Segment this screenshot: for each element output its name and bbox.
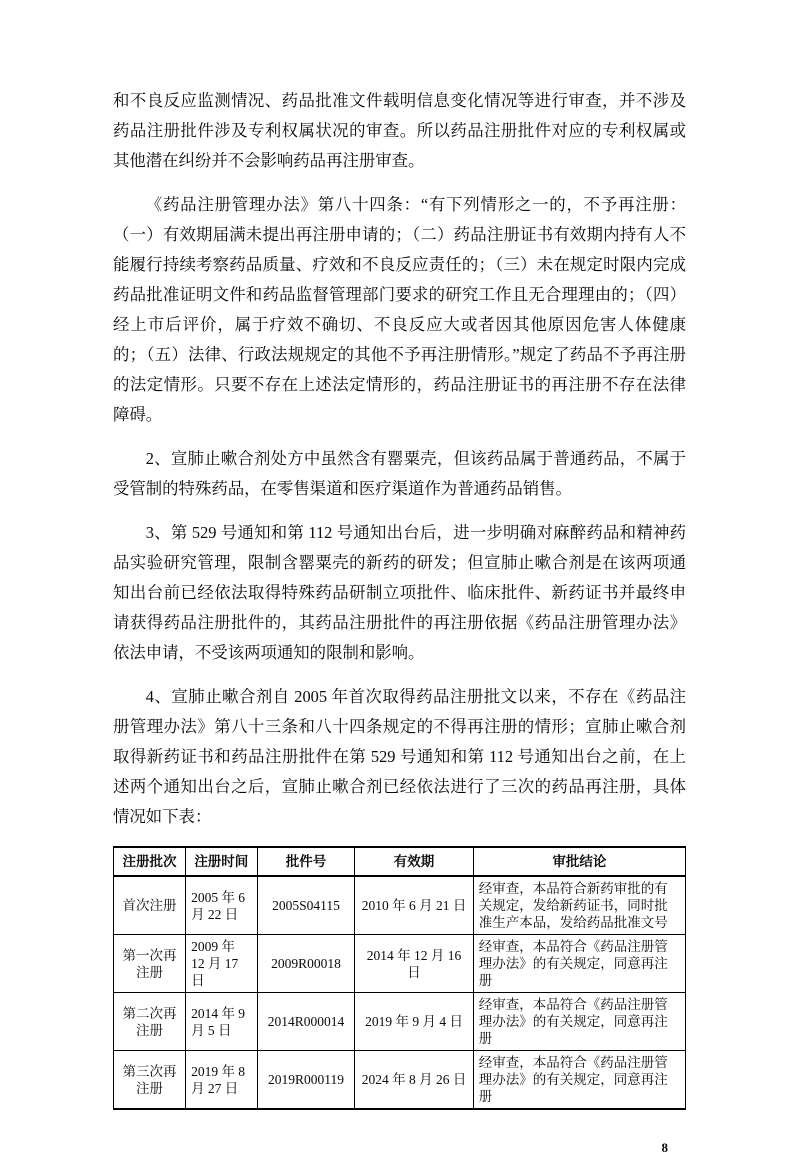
cell-conclusion: 经审查，本品符合《药品注册管理办法》的有关规定，同意再注册 (473, 935, 685, 993)
page-footer (113, 1140, 686, 1156)
page-number: 8 (661, 1140, 668, 1155)
cell-date: 2005 年 6 月 22 日 (186, 876, 258, 935)
cell-conclusion: 经审查，本品符合《药品注册管理办法》的有关规定，同意再注册 (473, 1051, 685, 1110)
cell-validity: 2024 年 8 月 26 日 (355, 1051, 473, 1110)
cell-batch: 第二次再注册 (114, 993, 186, 1051)
table-row (114, 1051, 686, 1110)
table-row (114, 935, 686, 993)
header-registration-time: 注册时间 (186, 847, 258, 876)
cell-validity: 2010 年 6 月 21 日 (355, 876, 473, 935)
cell-date: 2009 年 12 月 17 日 (186, 935, 258, 993)
cell-validity: 2019 年 9 月 4 日 (355, 993, 473, 1051)
cell-batch: 第一次再注册 (114, 935, 186, 993)
cell-date: 2019 年 8 月 27 日 (186, 1051, 258, 1110)
cell-validity: 2014 年 12 月 16 日 (355, 935, 473, 993)
registration-history-table (113, 846, 686, 1110)
table-row (114, 876, 686, 935)
header-approval-conclusion: 审批结论 (473, 847, 685, 876)
paragraph-point-3: 3、第 529 号通知和第 112 号通知出台后，进一步明确对麻醉药品和精神药品实验研究管理，限制含罂粟壳的新药的研发；但宣肺止嗽合剂是在该两项通知出台前已经依法取得特殊药品研制立项批件、临床批件、新药证书并最终申请获得药品注册批件的，其药品注册批件的再注册依据《药品注册管理办法》依法申请，不受该两项通知的限制和影响。 (113, 523, 686, 662)
paragraph-regulation-article-84: 《药品注册管理办法》第八十四条：“有下列情形之一的，不予再注册：（一）有效期届满未提出再注册申请的；（二）药品注册证书有效期内持有人不能履行持续考察药品质量、疗效和不良反应责任的；（三）未在规定时限内完成药品批准证明文件和药品监督管理部门要求的研究工作且无合理理由的；（四）经上市后评价，属于疗效不确切、不良反应大或者因其他原因危害人体健康的；（五）法律、行政法规规定的其他不予再注册情形。”规定了药品不予再注册的法定情形。只要不存在上述法定情形的，药品注册证书的再注册不存在法律障碍。 (113, 195, 686, 424)
cell-conclusion: 经审查，本品符合新药审批的有关规定，发给新药证书，同时批准生产本品，发给药品批准文号 (473, 876, 685, 935)
table-row (114, 993, 686, 1051)
cell-approval-number: 2005S04115 (257, 876, 355, 935)
header-approval-number: 批件号 (257, 847, 355, 876)
table-header-row (114, 847, 686, 876)
cell-approval-number: 2014R000014 (257, 993, 355, 1051)
header-registration-batch: 注册批次 (114, 847, 186, 876)
paragraph-point-2: 2、宣肺止嗽合剂处方中虽然含有罂粟壳，但该药品属于普通药品，不属于受管制的特殊药品，在零售渠道和医疗渠道作为普通药品销售。 (113, 449, 686, 498)
paragraph-point-4: 4、宣肺止嗽合剂自 2005 年首次取得药品注册批文以来，不存在《药品注册管理办法》第八十三条和八十四条规定的不得再注册的情形；宣肺止嗽合剂取得新药证书和药品注册批件在第 529 号通知和第 112 号通知出台之前，在上述两个通知出台之后，宣肺止嗽合剂已经依法进行了三次的药品再注册，具体情况如下表： (113, 687, 686, 826)
cell-batch: 第三次再注册 (114, 1051, 186, 1110)
cell-conclusion: 经审查，本品符合《药品注册管理办法》的有关规定，同意再注册 (473, 993, 685, 1051)
cell-batch: 首次注册 (114, 876, 186, 935)
paragraph-continuation: 和不良反应监测情况、药品批准文件载明信息变化情况等进行审查，并不涉及药品注册批件涉及专利权属状况的审查。所以药品注册批件对应的专利权属或其他潜在纠纷并不会影响药品再注册审查。 (113, 91, 686, 170)
cell-approval-number: 2019R000119 (257, 1051, 355, 1110)
cell-date: 2014 年 9 月 5 日 (186, 993, 258, 1051)
cell-approval-number: 2009R00018 (257, 935, 355, 993)
header-validity-period: 有效期 (355, 847, 473, 876)
document-body (113, 86, 686, 832)
